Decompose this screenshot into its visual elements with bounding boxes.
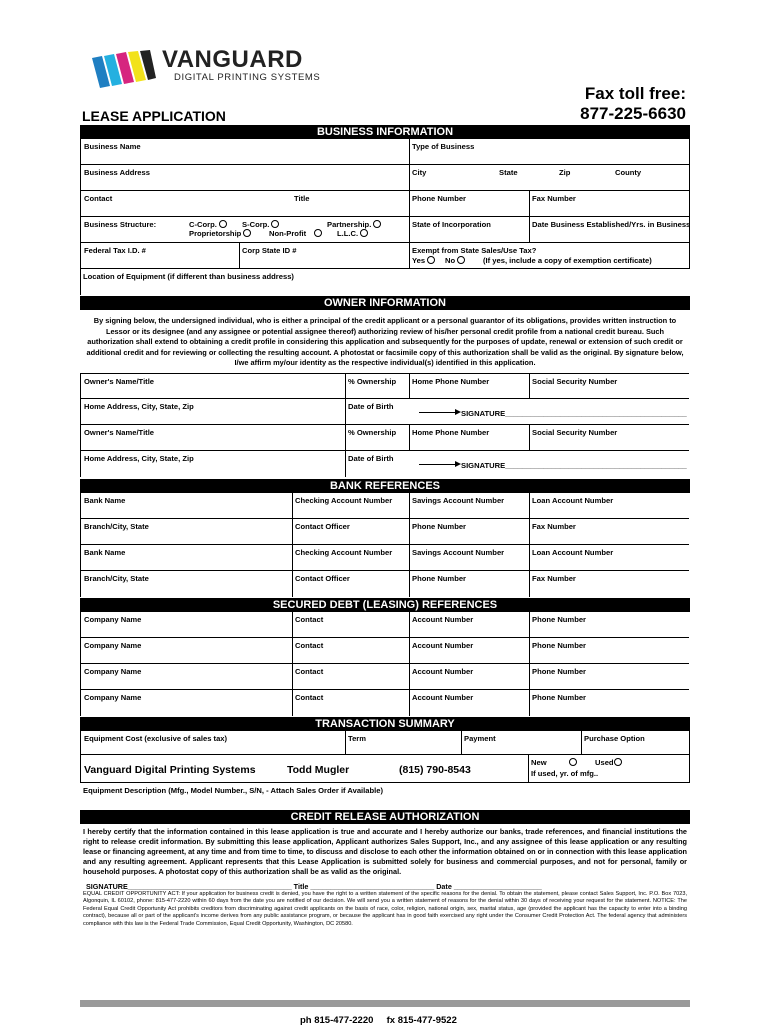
- business-address-label: Business Address: [84, 168, 150, 177]
- branch-label-2: Branch/City, State: [84, 574, 149, 583]
- debt-phone-label-4: Phone Number: [532, 693, 587, 702]
- company-name-label-3: Company Name: [84, 667, 142, 676]
- home-phone-label-1: Home Phone Number: [412, 377, 490, 386]
- sales-rep-phone: (815) 790-8543: [399, 764, 471, 776]
- equipment-cost-label: Equipment Cost (exclusive of sales tax): [84, 734, 228, 743]
- company-name-label-4: Company Name: [84, 693, 142, 702]
- ccorp-radio[interactable]: [219, 220, 227, 228]
- corp-state-id-label: Corp State ID #: [242, 246, 297, 255]
- equipment-description-label: Equipment Description (Mfg., Model Number., S/N, - Attach Sales Order if Available): [83, 786, 383, 795]
- checking-label-1: Checking Account Number: [295, 496, 393, 505]
- partnership-option[interactable]: Partnership.: [327, 220, 381, 229]
- transaction-summary-header: TRANSACTION SUMMARY: [80, 717, 690, 731]
- exempt-note: (If yes, include a copy of exemption certificate): [483, 256, 652, 265]
- llc-option[interactable]: L.L.C.: [337, 229, 368, 238]
- partnership-radio[interactable]: [373, 220, 381, 228]
- form-title: LEASE APPLICATION: [82, 108, 226, 124]
- bank-references-section: [80, 493, 690, 597]
- bank-fax-label-1: Fax Number: [532, 522, 576, 531]
- exempt-yes-option[interactable]: Yes: [412, 256, 435, 265]
- owner-name-label-2: Owner's Name/Title: [84, 428, 155, 437]
- mfg-year-label: If used, yr. of mfg..: [531, 769, 599, 778]
- secured-debt-header: SECURED DEBT (LEASING) REFERENCES: [80, 598, 690, 612]
- phone-label: Phone Number: [412, 194, 467, 203]
- account-number-label-1: Account Number: [412, 615, 474, 624]
- debt-contact-label-3: Contact: [295, 667, 324, 676]
- fax-number: 877-225-6630: [580, 104, 686, 123]
- ssn-label-1: Social Security Number: [532, 377, 618, 386]
- dob-label-1: Date of Birth: [348, 402, 394, 411]
- ccorp-option[interactable]: C-Corp.: [189, 220, 227, 229]
- owner-info-section: [80, 373, 690, 477]
- sales-rep-name: Todd Mugler: [287, 764, 350, 776]
- vanguard-logo: [90, 46, 340, 90]
- exempt-yes-radio[interactable]: [427, 256, 435, 264]
- nonprofit-option[interactable]: Non-Profit: [269, 229, 322, 238]
- used-radio[interactable]: [614, 758, 622, 766]
- bank-references-header: BANK REFERENCES: [80, 479, 690, 493]
- transaction-summary-section: [80, 731, 690, 783]
- payment-label: Payment: [464, 734, 496, 743]
- business-info-section: [80, 139, 690, 269]
- new-option[interactable]: New: [531, 758, 577, 767]
- credit-signature-line[interactable]: SIGNATURE_________________________________________ Title _______________________________ Date ______________________: [86, 882, 542, 891]
- arrow-right-icon: [419, 412, 459, 413]
- zip-label: Zip: [559, 168, 571, 177]
- incorporation-label: State of Incorporation: [412, 220, 491, 229]
- credit-release-header: CREDIT RELEASE AUTHORIZATION: [80, 810, 690, 824]
- debt-contact-label-4: Contact: [295, 693, 324, 702]
- ssn-label-2: Social Security Number: [532, 428, 618, 437]
- footer-contact: ph 815-477-2220 fx 815-477-9522: [300, 1015, 457, 1026]
- home-address-label-2: Home Address, City, State, Zip: [84, 454, 194, 463]
- scorp-option[interactable]: S-Corp.: [242, 220, 279, 229]
- bank-name-label-1: Bank Name: [84, 496, 126, 505]
- dob-label-2: Date of Birth: [348, 454, 394, 463]
- bank-phone-label-1: Phone Number: [412, 522, 467, 531]
- logo-title: VANGUARD: [162, 46, 303, 73]
- business-name-label: Business Name: [84, 142, 141, 151]
- branch-label-1: Branch/City, State: [84, 522, 149, 531]
- llc-radio[interactable]: [360, 229, 368, 237]
- account-number-label-2: Account Number: [412, 641, 474, 650]
- contact-officer-label-1: Contact Officer: [295, 522, 350, 531]
- bank-fax-label-2: Fax Number: [532, 574, 576, 583]
- logo-stripes-icon: [90, 50, 160, 90]
- nonprofit-radio[interactable]: [314, 229, 322, 237]
- signature-line-1[interactable]: SIGNATURE___________________________________________: [419, 409, 687, 418]
- vendor-name: Vanguard Digital Printing Systems: [84, 764, 256, 776]
- arrow-right-icon: [419, 464, 459, 465]
- fax-label: Fax toll free:: [584, 84, 686, 103]
- owner-name-label-1: Owner's Name/Title: [84, 377, 155, 386]
- account-number-label-3: Account Number: [412, 667, 474, 676]
- home-address-label-1: Home Address, City, State, Zip: [84, 402, 194, 411]
- term-label: Term: [348, 734, 367, 743]
- exempt-no-radio[interactable]: [457, 256, 465, 264]
- county-label: County: [615, 168, 642, 177]
- proprietorship-radio[interactable]: [243, 229, 251, 237]
- scorp-radio[interactable]: [271, 220, 279, 228]
- purchase-option-label: Purchase Option: [584, 734, 645, 743]
- state-label: State: [499, 168, 518, 177]
- debt-contact-label-2: Contact: [295, 641, 324, 650]
- business-info-header: BUSINESS INFORMATION: [80, 125, 690, 139]
- city-label: City: [412, 168, 427, 177]
- title-label: Title: [294, 194, 310, 203]
- exempt-no-option[interactable]: No: [445, 256, 465, 265]
- logo-subtitle: DIGITAL PRINTING SYSTEMS: [174, 72, 321, 83]
- new-radio[interactable]: [569, 758, 577, 766]
- ownership-label-1: % Ownership: [348, 377, 397, 386]
- exempt-label: Exempt from State Sales/Use Tax?: [412, 246, 537, 255]
- savings-label-1: Savings Account Number: [412, 496, 505, 505]
- owner-info-header: OWNER INFORMATION: [80, 296, 690, 310]
- proprietorship-option[interactable]: Proprietorship: [189, 229, 251, 238]
- company-name-label-1: Company Name: [84, 615, 142, 624]
- debt-phone-label-3: Phone Number: [532, 667, 587, 676]
- home-phone-label-2: Home Phone Number: [412, 428, 490, 437]
- company-name-label-2: Company Name: [84, 641, 142, 650]
- footer-bar: [80, 1000, 690, 1007]
- bank-name-label-2: Bank Name: [84, 548, 126, 557]
- loan-label-2: Loan Account Number: [532, 548, 614, 557]
- debt-phone-label-2: Phone Number: [532, 641, 587, 650]
- contact-officer-label-2: Contact Officer: [295, 574, 350, 583]
- credit-release-text: I hereby certify that the information contained in this lease application is true and accurate and I hereby authorize our banks, trade references, and financial institutions the right to release credit information. By submitting this lease application, Applicant authorizes Sales Support, Inc., and any assignee of this lease application or any resulting lease or financing agreement, at any time and from time to time, to discuss and disclose to each other the information obtained on or in connection with this lease application and any resulting agreement. Applicant represents that this Lease Application is submitted solely for business and commercial purposes, and not for personal, family or household purposes. A photostat copy of this authorization shall be as valid as the original.: [83, 827, 687, 876]
- account-number-label-4: Account Number: [412, 693, 474, 702]
- ecoa-notice: EQUAL CREDIT OPPORTUNITY ACT: If your application for business credit is denied, you have the right to a written statement of the specific reasons for the denial. To obtain the statement, please contact Sales Support, Inc. P.O. Box 7023, Algonquin, IL 60102, phone: 815-477-2220 within 60 days from the date you are notified of our decision. We will send you a written statement of reasons for the denial within 30 days of receiving your request for the statement. NOTICE: The Federal Equal Credit Opportunity Act prohibits creditors from discriminating against credit applicants on the basis of race, color, religion, national origin, sex, marital status, age (provided the applicant has the capacity to enter into a binding contract), because all or part of the applicant's income derives from any public assistance program, or because the applicant has in good faith exercised any right under the Consumer Credit Protection Act. The federal agency that administers compliance with this law is the Federal Trade Commission, Equal Credit Opportunity, Washington, DC 20580.: [83, 891, 687, 927]
- date-established-label: Date Business Established/Yrs. in Business: [532, 220, 691, 229]
- contact-label: Contact: [84, 194, 113, 203]
- equipment-location-label: Location of Equipment (if different than business address): [83, 272, 294, 281]
- loan-label-1: Loan Account Number: [532, 496, 614, 505]
- fax-number-label: Fax Number: [532, 194, 576, 203]
- owner-authorization-text: By signing below, the undersigned individual, who is either a principal of the credit applicant or a personal guarantor of its obligations, provides written instruction to Lessor or its designee (and any assignee or potential assignee thereof) authorizing review of his/her personal credit profile from a national credit bureau. Such authorization shall extend to obtaining a credit profile in considering this application and subsequently for the purposes of update, renewal or extension of such credit or additional credit and for reviewing or collecting the resulting account. A photostat or facsimile copy of this authorization shall be valid as the original. By signature below, I/we affirm my/our identity as the respective individual(s) identified in this application.: [86, 316, 684, 368]
- debt-phone-label-1: Phone Number: [532, 615, 587, 624]
- used-option[interactable]: Used: [595, 758, 622, 767]
- bank-phone-label-2: Phone Number: [412, 574, 467, 583]
- business-structure-label: Business Structure:: [84, 220, 157, 229]
- savings-label-2: Savings Account Number: [412, 548, 505, 557]
- ownership-label-2: % Ownership: [348, 428, 397, 437]
- checking-label-2: Checking Account Number: [295, 548, 393, 557]
- debt-contact-label-1: Contact: [295, 615, 324, 624]
- type-of-business-label: Type of Business: [412, 142, 475, 151]
- signature-line-2[interactable]: SIGNATURE___________________________________________: [419, 461, 687, 470]
- secured-debt-section: [80, 612, 690, 716]
- fed-tax-label: Federal Tax I.D. #: [84, 246, 146, 255]
